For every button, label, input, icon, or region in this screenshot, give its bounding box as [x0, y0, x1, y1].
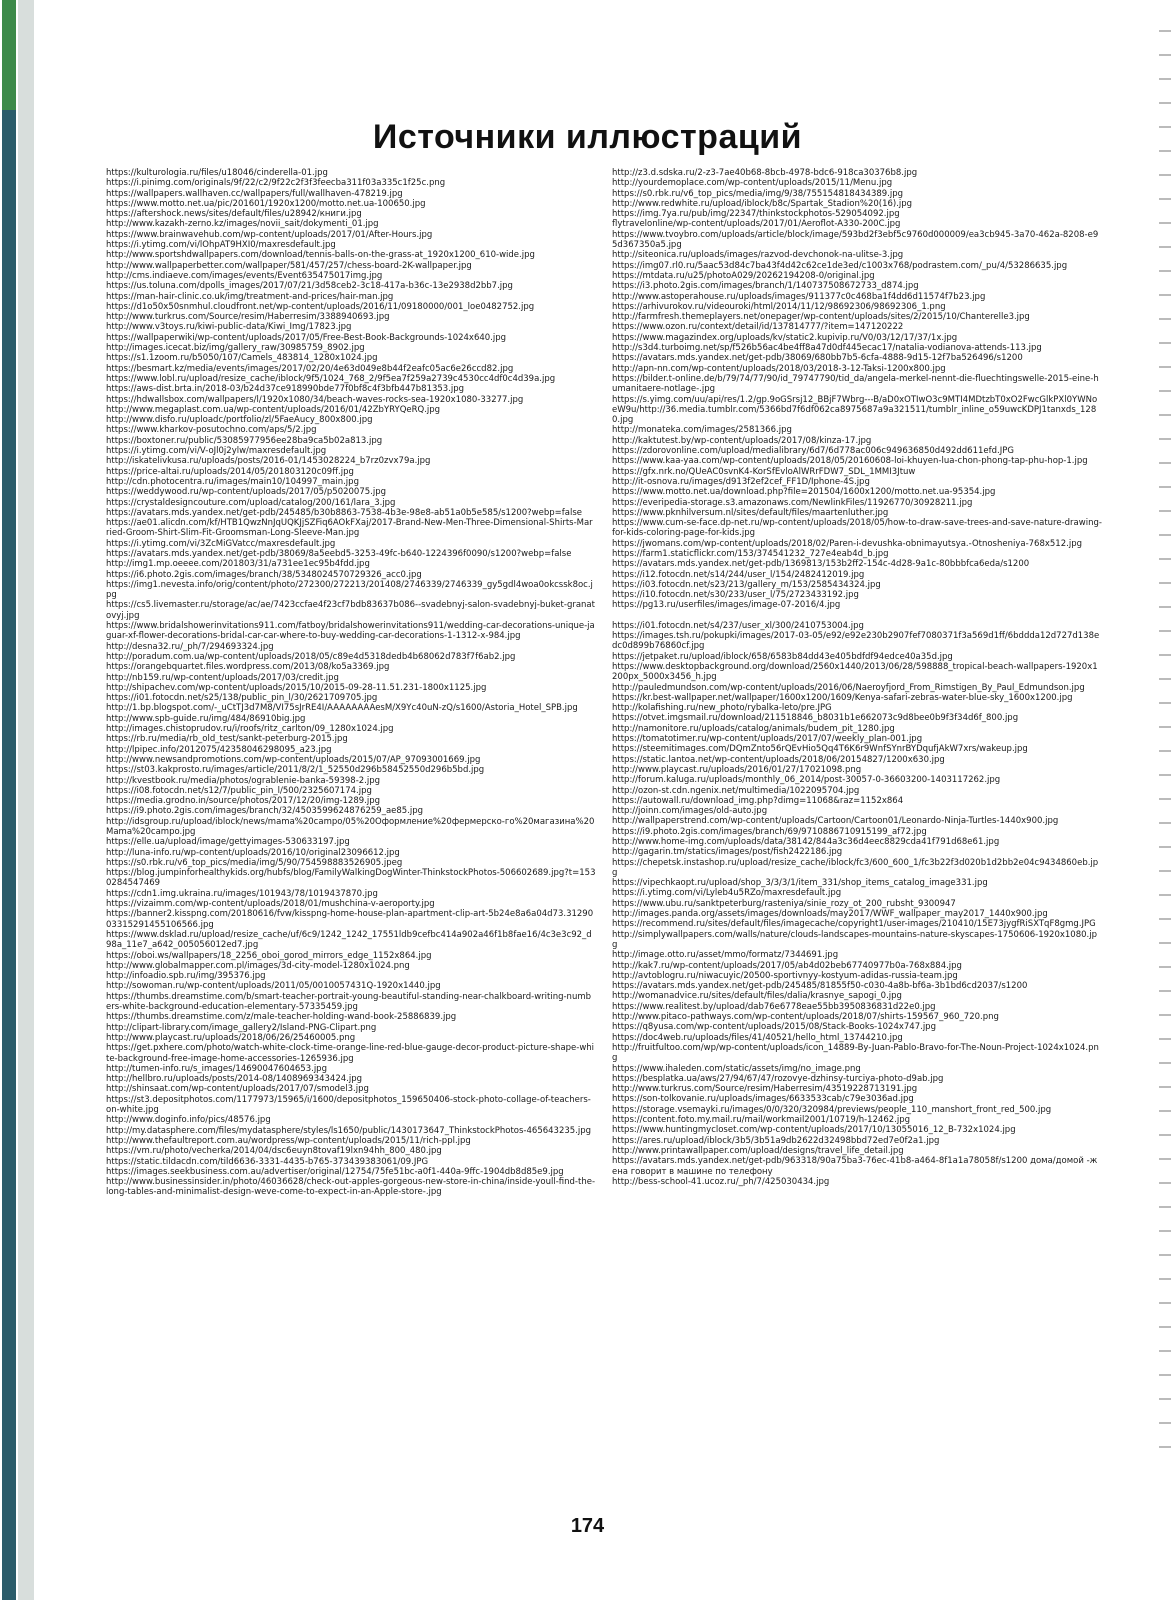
source-link[interactable]: https://www.motto.net.ua/download.php?file=201504/1600x1200/motto.net.ua-95354.jpg	[612, 487, 996, 498]
source-link[interactable]: https://jwomans.com/wp-content/uploads/2018/02/Paren-i-devushka-obnimayutsya.-Otnosheniya-768x512.jpg	[612, 538, 1082, 549]
source-link[interactable]: http://lpipec.info/2012075/42358046298095_a23.jpg	[106, 744, 332, 755]
source-link[interactable]: https://s0.rbk.ru/v6_top_pics/media/img/5/90/754598883526905.jpeg	[106, 857, 403, 868]
source-link[interactable]: http://shipachev.com/wp-content/uploads/2015/10/2015-09-28-11.51.231-1800x1125.jpg	[106, 682, 487, 693]
spine-accent-band	[2, 0, 16, 110]
source-link[interactable]: http://www.playcast.ru/uploads/2016/01/27/17021098.png	[612, 764, 862, 775]
source-link[interactable]: http://clipart-library.com/image_gallery2/Island-PNG-Clipart.png	[106, 1022, 377, 1033]
source-link[interactable]: http://namonitore.ru/uploads/catalog/animals/budem_pit_1280.jpg	[612, 723, 895, 734]
source-link[interactable]: http://images.chistoprudov.ru/i/roofs/ritz_carlton/09_1280x1024.jpg	[106, 724, 394, 735]
edge-tab-mark	[1159, 222, 1171, 224]
edge-tab-mark	[1159, 54, 1171, 56]
source-link[interactable]: http://www.disfo.ru/uploadc/portfolio/zl/5FaeAucy_800x800.jpg	[106, 415, 373, 426]
source-link[interactable]: https://steemitimages.com/DQmZnto56rQEvHio5Qq4T6K6r9WnfSYnrBYDqufjAkW7xrs/wakeup.jpg	[612, 744, 1028, 755]
source-link[interactable]: https://s.yimg.com/uu/api/res/1.2/gp.9oGSrsj12_BBjF7Wbrg---B/aD0xOTIwO3c9MTI4MDtzbT0xO2FwcGlkPXl0YWNoeW9u/http://36.media.tumblr.com/5366bd7f6df062ca8975687a9a321511/tumblr_inline_o59uwcKDPJ1tanxds_1280.jpg	[612, 394, 1098, 426]
source-link[interactable]: https://ae01.alicdn.com/kf/HTB1QwzNnJqUQKJjSZFiq6AOkFXaj/2017-Brand-New-Men-Three-Dimensional-Shirts-Married-Groom-Shirt-Slim-Fit-Groomsman-Long-Sleeve-Man.jpg	[106, 518, 593, 539]
source-link[interactable]: http://kvestbook.ru/media/photos/ograblenie-banka-59398-2.jpg	[106, 775, 381, 786]
source-link[interactable]: http://www.megaplast.com.ua/wp-content/uploads/2016/01/42ZbYRYQeRQ.jpg	[106, 404, 441, 415]
edge-tab-mark	[1159, 1326, 1171, 1328]
source-link[interactable]: http://iskatelivkusa.ru/uploads/posts/2016-01/1453028224_b7rz0zvx79a.jpg	[106, 456, 431, 467]
source-link[interactable]: https://avatars.mds.yandex.net/get-pdb/38069/8a5eebd5-3253-49fc-b640-1224396f0090/s1200?webp=false	[106, 548, 572, 559]
source-link[interactable]: https://thumbs.dreamstime.com/b/smart-teacher-portrait-young-beautiful-standing-near-chalkboard-writing-numbers-white-background-education-elementary-57335459.jpg	[106, 991, 592, 1013]
source-link[interactable]: https://pg13.ru/userfiles/images/image-07-2016/4.jpg	[612, 600, 841, 611]
edge-tab-mark	[1159, 606, 1171, 608]
source-link[interactable]: http://cdn.photocentra.ru/images/main10/104997_main.jpg	[106, 476, 359, 487]
source-link[interactable]: https://besplatka.ua/aws/27/94/67/47/rozovye-dzhinsy-turciya-photo-d9ab.jpg	[612, 1073, 944, 1084]
source-link[interactable]: http://www.doginfo.info/pics/48576.jpg	[106, 1115, 271, 1126]
edge-tab-mark	[1159, 582, 1171, 584]
source-link[interactable]: https://img.7ya.ru/pub/img/22347/thinkstockphotos-529054092.jpg	[612, 209, 900, 220]
source-link[interactable]: http://www.globalmapper.com.pl/images/3d-city-model-1280x1024.png	[106, 960, 410, 971]
edge-tab-mark	[1159, 846, 1171, 848]
edge-tab-mark	[1159, 438, 1171, 440]
page-spine-edge	[0, 0, 38, 1600]
source-link[interactable]: https://i.ytimg.com/vi/V-oJl0j2ylw/maxresdefault.jpg	[106, 446, 327, 457]
source-link[interactable]: http://www.pitaco-pathways.com/wp-content/uploads/2018/07/shirts-159567_960_720.png	[612, 1012, 999, 1023]
source-link[interactable]: http://kaktutest.by/wp-content/uploads/2017/08/kinza-17.jpg	[612, 435, 872, 446]
source-link[interactable]: https://us.toluna.com/dpolls_images/2017/07/21/3d58ceb2-3c18-417a-b36c-13e2938d2bb7.jpg	[106, 281, 513, 292]
source-link[interactable]: http://bess-school-41.ucoz.ru/_ph/7/425030434.jpg	[612, 1176, 830, 1187]
edge-tab-mark	[1159, 942, 1171, 944]
edge-tab-mark	[1159, 414, 1171, 416]
edge-tab-mark	[1159, 630, 1171, 632]
source-link[interactable]: https://ares.ru/upload/iblock/3b5/3b51a9db2622d32498bbd72ed7e0f2a1.jpg	[612, 1135, 940, 1146]
edge-tab-mark	[1159, 774, 1171, 776]
source-link[interactable]: http://farmfresh.themeplayers.net/onepager/wp-content/uploads/sites/2/2015/10/Chanterelle3.jpg	[612, 312, 1030, 323]
source-link[interactable]: https://www.ihaleden.com/static/assets/img/no_image.png	[612, 1063, 861, 1074]
source-link[interactable]: http://www.printawallpaper.com/upload/designs/travel_life_detail.jpg	[612, 1145, 904, 1156]
source-link[interactable]: https://www.magazindex.org/uploads/kv/static2.kupivip.ru/V0/03/12/17/37/1x.jpg	[612, 332, 958, 343]
source-link[interactable]: https://www.ubu.ru/sanktpeterburg/rasteniya/sinie_rozy_ot_200_rubsht_9300947	[612, 898, 956, 909]
source-link[interactable]: https://rb.ru/media/rb_old_test/sankt-peterburg-2015.jpg	[106, 734, 348, 745]
source-link[interactable]: https://mtdata.ru/u25/photoA029/20262194208-0/original.jpg	[612, 270, 875, 281]
source-link[interactable]: http://www.newsandpromotions.com/wp-content/uploads/2015/07/AP_97093001669.jpg	[106, 754, 481, 765]
source-link[interactable]: https://i.ytimg.com/vi/Lyleb4u5RZo/maxresdefault.jpg	[612, 888, 842, 899]
edge-tab-mark	[1159, 1374, 1171, 1376]
source-link[interactable]: https://i08.fotocdn.net/s12/7/public_pin_l/500/2325607174.jpg	[106, 785, 372, 796]
source-link[interactable]: https://man-hair-clinic.co.uk/img/treatment-and-prices/hair-man.jpg	[106, 291, 394, 302]
source-link[interactable]: https://www.brainwavehub.com/wp-content/uploads/2017/01/After-Hours.jpg	[106, 229, 433, 240]
source-link[interactable]: http://sowoman.ru/wp-content/uploads/2011/05/0010057431Q-1920x1440.jpg	[106, 981, 441, 992]
source-link[interactable]: https://i3.photo.2gis.com/images/branch/1/140737508672733_d874.jpg	[612, 281, 919, 292]
source-link[interactable]: https://weddywood.ru/wp-content/uploads/2017/05/p5020075.jpg	[106, 487, 387, 498]
edge-tab-mark	[1159, 102, 1171, 104]
edge-tab-mark	[1159, 870, 1171, 872]
source-link[interactable]: https://static.lantoa.net/wp-content/uploads/2018/06/20154827/1200x630.jpg	[612, 754, 945, 765]
source-link[interactable]: https://www.bridalshowerinvitations911.com/fatboy/bridalshowerinvitations911/wedding-car-decorations-unique-jaguar-xf-flower-decorations-bridal-car-car-where-to-buy-wedding-car-decorations-1-1312-x-984.jpg	[106, 621, 595, 642]
page-title: Источники иллюстраций	[372, 117, 803, 156]
edge-tab-mark	[1159, 678, 1171, 680]
source-link[interactable]: https://i9.photo.2gis.com/images/branch/69/9710886710915199_af72.jpg	[612, 826, 927, 837]
source-link[interactable]: http://www.turkrus.com/Source/resim/Haberresim/3388940693.jpg	[106, 312, 390, 323]
source-link[interactable]: https://price-altai.ru/uploads/2014/05/201803120c09ff.jpg	[106, 466, 354, 477]
sources-left-column	[106, 168, 596, 1198]
edge-tab-mark	[1159, 894, 1171, 896]
source-link[interactable]: https://q8yusa.com/wp-content/uploads/2015/08/Stack-Books-1024x747.jpg	[612, 1022, 936, 1033]
source-link[interactable]: https://aftershock.news/sites/default/files/u28942/книги.jpg	[106, 209, 362, 220]
source-link[interactable]: https://oboi.ws/wallpapers/18_2256_oboi_gorod_mirrors_edge_1152x864.jpg	[106, 950, 432, 961]
source-link[interactable]: https://i.pinimg.com/originals/9f/22/c2/9f22c2f3f3feecba311f03a335c1f25c.png	[106, 178, 446, 189]
source-link[interactable]: https://www.pknhilversum.nl/sites/default/files/maartenluther.jpg	[612, 507, 889, 518]
source-link[interactable]: http://siteonica.ru/uploads/images/razvod-devchonok-na-ulitse-3.jpg	[612, 250, 904, 261]
page-edge-tabs	[1153, 30, 1175, 1510]
source-link[interactable]: http://www.kazakh-zerno.kz/images/novii_sait/dokymenti_01.jpg	[106, 219, 379, 230]
source-link[interactable]: https://img07.rl0.ru/5aac53d84c7ba43f4d42c62ce1de3ed/c1003x768/podrastem.com/_pu/4/53286635.jpg	[612, 260, 1068, 271]
source-link[interactable]: https://doc4web.ru/uploads/files/41/40521/hello_html_13744210.jpg	[612, 1032, 903, 1043]
source-link[interactable]: http://luna-info.ru/wp-content/uploads/2016/10/original23096612.jpg	[106, 847, 400, 858]
source-link[interactable]: https://i9.photo.2gis.com/images/branch/32/4503599624876259_ae85.jpg	[106, 806, 424, 817]
edge-tab-mark	[1159, 1278, 1171, 1280]
source-link[interactable]: https://zdorovonline.com/upload/medialibrary/6d7/6d778ac006c949636850d492dd611efd.JPG	[612, 446, 1014, 457]
source-link[interactable]: http://simplywallpapers.com/walls/nature/clouds-landscapes-mountains-nature-skyscapes-1750606-1920x1080.jpg	[612, 929, 1097, 950]
source-link[interactable]: https://www.huntingmycloset.com/wp-content/uploads/2017/10/13055016_12_B-732x1024.jpg	[612, 1125, 1016, 1136]
source-link[interactable]: http://my.datasphere.com/files/mydatasphere/styles/ls1650/public/1430173647_ThinkstockPhotos-465643235.jpg	[106, 1125, 592, 1136]
edge-tab-mark	[1159, 534, 1171, 536]
edge-tab-mark	[1159, 342, 1171, 344]
source-link[interactable]: https://cs5.livemaster.ru/storage/ac/ae/7423ccfae4f23cf7bdb83637b086--svadebnyj-salon-svadebnyj-buket-granatovyj.jpg	[106, 600, 595, 621]
source-link[interactable]: https://www.lobl.ru/upload/resize_cache/iblock/9f5/1024_768_2/9f5ea7f259a2739c4530cc4df0c4d39a.jpg	[106, 373, 556, 384]
edge-tab-mark	[1159, 726, 1171, 728]
edge-tab-mark	[1159, 1134, 1171, 1136]
source-link[interactable]: https://gfx.nrk.no/QUeAC0svnK4-KorSfEvloAlWRrFDW7_SDL_1MMI3Jtuw	[612, 466, 916, 477]
source-link[interactable]: https://i10.fotocdn.net/s30/233/user_l/75/2723433192.jpg	[612, 590, 859, 601]
source-link[interactable]: http://it-osnova.ru/images/d913f2ef2cef_FF1D/Iphone-4S.jpg	[612, 476, 870, 487]
source-link[interactable]: http://www.wallpaperbetter.com/wallpaper/581/457/257/chess-board-2K-wallpaper.jpg	[106, 260, 472, 271]
source-link[interactable]: http://www.v3toys.ru/kiwi-public-data/Kiwi_Img/17823.jpg	[106, 322, 352, 333]
source-link[interactable]: https://hdwallsbox.com/wallpapers/l/1920x1080/34/beach-waves-rocks-sea-1920x1080-33277.jpg	[106, 394, 524, 405]
edge-tab-mark	[1159, 1350, 1171, 1352]
edge-tab-mark	[1159, 1398, 1171, 1400]
source-link[interactable]: https://vizaimm.com/wp-content/uploads/2018/01/mushchina-v-aeroporty.jpg	[106, 899, 435, 910]
edge-tab-mark	[1159, 366, 1171, 368]
source-link[interactable]: http://avtoblogru.ru/niwacuyic/20500-sportivnyy-kostyum-adidas-russia-team.jpg	[612, 970, 958, 981]
source-link[interactable]: https://st03.kakprosto.ru/images/article/2011/8/2/1_52550d296b58452550d296b5bd.jpg	[106, 765, 485, 776]
source-link[interactable]: https://i01.fotocdn.net/s25/138/public_pin_l/30/2621709705.jpg	[106, 693, 378, 704]
source-link[interactable]: http://womanadvice.ru/sites/default/files/dalia/krasnye_sapogi_0.jpg	[612, 991, 902, 1002]
source-link[interactable]: http://nb159.ru/wp-content/uploads/2017/03/credit.jpg	[106, 672, 339, 683]
source-link[interactable]: https://www.cum-se-face.dp-net.ru/wp-content/uploads/2018/05/how-to-draw-save-trees-and-save-nature-drawing-for-kids-coloring-page-for-kids.jpg	[612, 518, 1102, 539]
source-link[interactable]: https://www.kaa-yaa.com/wp-content/uploads/2018/05/20160608-loi-khuyen-lua-chon-phong-tap-phu-hop-1.jpg	[612, 456, 1088, 467]
source-link[interactable]: https://www.tvoybro.com/uploads/article/block/image/593bd2f3ebf5c9760d000009/ea3cb945-3a70-462a-8208-e95d367350a5.jpg	[612, 229, 1099, 251]
source-link[interactable]: https://i01.fotocdn.net/s4/237/user_xl/300/2410753004.jpg	[612, 620, 864, 631]
edge-tab-mark	[1159, 30, 1171, 32]
source-link[interactable]: https://www.realitest.by/upload/dab76e6778eae55bb3950836831d22e0.jpg	[612, 1001, 936, 1012]
source-link[interactable]: http://images.icecat.biz/img/gallery_raw/30985759_8902.jpg	[106, 343, 365, 354]
source-link[interactable]: http://shinsaat.com/wp-content/uploads/2017/07/smodel3.jpg	[106, 1084, 369, 1095]
source-link[interactable]: https://crystaldesigncouture.com/upload/catalog/200/161/lara_3.jpg	[106, 497, 396, 508]
source-link[interactable]: https://blog.jumpinforhealthykids.org/hubfs/blog/FamilyWalkingDogWinter-ThinkstockPhotos-506602689.jpg?t=1530284547469	[106, 868, 596, 889]
source-link[interactable]: https://img1.nevesta.info/orig/content/photo/272300/272213/201408/2746339/2746339_gy5gdl4woa0okcssk8oc.jpg	[106, 579, 593, 601]
edge-tab-mark	[1159, 246, 1171, 248]
source-link[interactable]: http://kolafishing.ru/new_photo/rybalka-leto/pre.JPG	[612, 703, 832, 714]
edge-tab-mark	[1159, 1110, 1171, 1112]
source-link[interactable]: https://d1o50x50snmhul.cloudfront.net/wp-content/uploads/2016/11/09180000/001_loe0482752.jpg	[106, 301, 535, 312]
source-link[interactable]: http://fruitfultoo.com/wp/wp-content/uploads/icon_14889-By-Juan-Pablo-Bravo-for-The-Noun-Project-1024x1024.png	[612, 1042, 1099, 1064]
source-link[interactable]: https://aws-dist.brta.in/2018-03/b24d37ce918990bde77f0bf8c4f3bfb447b81353.jpg	[106, 384, 465, 395]
source-link[interactable]: https://autowall.ru/download_img.php?dimg=11068&raz=1152x864	[612, 795, 904, 806]
source-link[interactable]: https://wallpapers.wallhaven.cc/wallpapers/full/wallhaven-478219.jpg	[106, 188, 403, 199]
edge-tab-mark	[1159, 1254, 1171, 1256]
source-link[interactable]: http://idsgroup.ru/upload/iblock/news/mama%20campo/05%20Оформление%20фермерско-го%20магазина%20Mama%20campo.jpg	[106, 816, 595, 837]
source-link[interactable]: https://cdn1.img.ukraina.ru/images/101943/78/1019437870.jpg	[106, 888, 378, 899]
source-link[interactable]: https://i6.photo.2gis.com/images/branch/38/5348024570729326_acc0.jpg	[106, 569, 422, 580]
source-link[interactable]: https://i03.fotocdn.net/s23/213/gallery_m/153/2585434324.jpg	[612, 579, 881, 590]
edge-tab-mark	[1159, 654, 1171, 656]
source-link[interactable]: http://pauledmundson.com/wp-content/uploads/2016/06/Naeroyfjord_From_Rimstigen_By_Paul_Edmundson.jpg	[612, 682, 1085, 693]
spine-dark-band	[2, 0, 16, 1600]
source-link[interactable]: https://thumbs.dreamstime.com/z/male-teacher-holding-wand-book-25886839.jpg	[106, 1012, 457, 1023]
source-link[interactable]: http://www.astoperahouse.ru/uploads/images/911377c0c468ba1f4dd6d11574f7b23.jpg	[612, 291, 986, 302]
source-link[interactable]: https://vm.ru/photo/vecherka/2014/04/dsc6euyn8tovaf19lxn94hh_800_480.jpg	[106, 1146, 442, 1157]
source-link[interactable]: https://banner2.kisspng.com/20180616/fvw/kisspng-home-house-plan-apartment-clip-art-5b24e8a6a04d73.3129003315291455106566.jpg	[106, 909, 594, 930]
sources-right-column	[612, 168, 1102, 1187]
source-link[interactable]: http://joinn.com/images/old-auto.jpg	[612, 806, 768, 817]
source-link[interactable]: http://forum.kaluga.ru/uploads/monthly_06_2014/post-30057-0-36603200-1403117262.jpg	[612, 775, 1001, 786]
source-link[interactable]: http://www.businessinsider.in/photo/46036628/check-out-apples-gorgeous-new-store-in-china/inside-youll-find-the-long-tables-and-minimalist-design-weve-come-to-expect-in-an-Apple-store-.jpg	[106, 1177, 596, 1198]
source-link[interactable]: https://s1.1zoom.ru/b5050/107/Camels_483814_1280x1024.jpg	[106, 353, 378, 364]
source-link[interactable]: http://images.panda.org/assets/images/downloads/may2017/WWF_wallpaper_may2017_1440x900.jpg	[612, 909, 1048, 920]
source-link[interactable]: http://hellbro.ru/uploads/posts/2014-08/1408969343424.jpg	[106, 1074, 363, 1085]
source-link[interactable]: https://bilder.t-online.de/b/79/74/77/90/id_79747790/tid_da/angela-merkel-nennt-die-fluechtingswelle-2015-eine-humanitaere-notlage-.jpg	[612, 373, 1099, 395]
edge-tab-mark	[1159, 1182, 1171, 1184]
source-link[interactable]: https://images.tsh.ru/pokupki/images/2017-03-05/e92/e92e230b2907fef7080371f3a569d1ff/6bddda12d727d138edc0d899b76860cf.jpg	[612, 631, 1100, 652]
edge-tab-mark	[1159, 990, 1171, 992]
edge-tab-mark	[1159, 1302, 1171, 1304]
source-link[interactable]: https://avatars.mds.yandex.net/get-pdb/1369813/153b2ff2-154c-4d28-9a1c-80bbbfca6eda/s1200	[612, 559, 1030, 570]
source-link[interactable]: https://www.dsklad.ru/upload/resize_cache/uf/6c9/1242_1242_17551ldb9cefbc414a902a46f1b8fae16/4c3e3c92_d98a_11e7_a642_005056012ed7.jpg	[106, 929, 592, 951]
edge-tab-mark	[1159, 966, 1171, 968]
source-link[interactable]: https://jetpaket.ru/upload/iblock/658/6583b84dd43e405bdfdf94edce40a35d.jpg	[612, 651, 953, 662]
source-link[interactable]: http://apn-nn.com/wp-content/uploads/2018/03/2018-3-12-Taksi-1200x800.jpg	[612, 363, 946, 374]
edge-tab-mark	[1159, 174, 1171, 176]
edge-tab-mark	[1159, 270, 1171, 272]
edge-tab-mark	[1159, 1422, 1171, 1424]
edge-tab-mark	[1159, 798, 1171, 800]
edge-tab-mark	[1159, 1230, 1171, 1232]
source-link[interactable]: https://avatars.mds.yandex.net/get-pdb/38069/680bb7b5-6cfa-4888-9d15-12f7ba526496/s1200	[612, 353, 1023, 364]
source-link[interactable]: http://www.turkrus.com/Source/resim/Haberresim/43519228713191.jpg	[612, 1084, 918, 1095]
edge-tab-mark	[1159, 294, 1171, 296]
edge-tab-mark	[1159, 318, 1171, 320]
source-link[interactable]: https://wallpaperwiki/wp-content/uploads/2017/05/Free-Best-Book-Backgrounds-1024x640.jpg	[106, 332, 507, 343]
source-link[interactable]: https://storage.vsemayki.ru/images/0/0/320/320984/previews/people_110_manshort_front_red_500.jpg	[612, 1104, 1052, 1115]
source-link[interactable]: https://get.pxhere.com/photo/watch-white-clock-time-orange-line-red-blue-gauge-decor-product-picture-shape-white-background-free-image-home-accessories-1265936.jpg	[106, 1043, 595, 1064]
edge-tab-mark	[1159, 1038, 1171, 1040]
source-link[interactable]: https://avatars.mds.yandex.net/get-pdb/245485/b30b8863-7538-4b3e-98e8-ab51a0b5e585/s1200?webp=false	[106, 507, 582, 518]
source-link[interactable]: https://farm1.staticflickr.com/153/374541232_727e4eab4d_b.jpg	[612, 548, 889, 559]
source-link[interactable]: https://www.ozon.ru/context/detail/id/137814777/?item=147120222	[612, 322, 904, 333]
edge-tab-mark	[1159, 486, 1171, 488]
source-link[interactable]: https://i.ytimg.com/vi/3ZcMiGVatcc/maxresdefault.jpg	[106, 538, 336, 549]
edge-tab-mark	[1159, 78, 1171, 80]
edge-tab-mark	[1159, 1446, 1171, 1448]
source-link[interactable]: https://elle.ua/upload/image/gettyimages-530633197.jpg	[106, 837, 350, 848]
source-link[interactable]: https://otvet.imgsmail.ru/download/211518846_b8031b1e662073c9d8bee0b9f3f34d6f_800.jpg	[612, 713, 1019, 724]
edge-tab-mark	[1159, 390, 1171, 392]
edge-tab-mark	[1159, 822, 1171, 824]
source-link[interactable]: https://i.ytimg.com/vi/lOhpAT9HXI0/maxresdefault.jpg	[106, 240, 336, 251]
source-link[interactable]: https://content.foto.my.mail.ru/mail/workmail2001/10719/h-12462.jpg	[612, 1115, 911, 1126]
source-link[interactable]: https://www.kharkov-posutochno.com/aps/5/2.jpg	[106, 425, 317, 436]
source-link[interactable]: https://media.grodno.in/source/photos/2017/12/20/img-1289.jpg	[106, 796, 381, 807]
edge-tab-mark	[1159, 510, 1171, 512]
edge-tab-mark	[1159, 1086, 1171, 1088]
source-link[interactable]: https://son-tolkovanie.ru/uploads/images/6633533cab/c79e3036ad.jpg	[612, 1094, 914, 1105]
source-link[interactable]: http://poradum.com.ua/wp-content/uploads/2018/05/c89e4d5318dedb4b68062d783f7f6ab2.jpg	[106, 651, 516, 662]
source-link[interactable]: https://st3.depositphotos.com/1177973/15965/i/1600/depositphotos_159650406-stock-photo-collage-of-teachers-on-white.jpg	[106, 1094, 591, 1116]
source-link[interactable]: http://www.home-img.com/uploads/data/38142/844a3c36d4eec8829cda41f791d68e61.jpg	[612, 837, 1000, 847]
source-link[interactable]: https://tomatotimer.ru/wp-content/uploads/2017/07/weekly_plan-001.jpg	[612, 734, 923, 745]
source-link[interactable]: http://www.sportshdwallpapers.com/download/tennis-balls-on-the-grass-at_1920x1200_610-wide.jpg	[106, 250, 535, 261]
edge-tab-mark	[1159, 1206, 1171, 1208]
source-link[interactable]: https://www.motto.net.ua/pic/201601/1920x1200/motto.net.ua-100650.jpg	[106, 198, 426, 209]
edge-tab-mark	[1159, 750, 1171, 752]
source-link[interactable]: https://recommend.ru/sites/default/files/imagecache/copyright1/user-images/210410/15E73jygfRiSXTqF8gmg.JPG	[612, 919, 1096, 930]
edge-tab-mark	[1159, 198, 1171, 200]
edge-tab-mark	[1159, 1158, 1171, 1160]
source-link[interactable]: http://ozon-st.cdn.ngenix.net/multimedia/1022095704.jpg	[612, 785, 860, 796]
edge-tab-mark	[1159, 918, 1171, 920]
edge-tab-mark	[1159, 1014, 1171, 1016]
source-link[interactable]: https://boxtoner.ru/public/53085977956ee28ba9ca5b02a813.jpg	[106, 435, 383, 446]
edge-tab-mark	[1159, 462, 1171, 464]
source-link[interactable]: https://kr.best-wallpaper.net/wallpaper/1600x1200/1609/Kenya-safari-zebras-water-blue-sky_1600x1200.jpg	[612, 692, 1073, 703]
source-link[interactable]: https://avatars.mds.yandex.net/get-pdb/245485/81855f50-c030-4a8b-bf6a-3b1bd6cd2037/s1200	[612, 981, 1028, 992]
source-link[interactable]: https://images.seekbusiness.com.au/advertiser/original/12754/75fe51bc-a0f1-440a-9ffc-1904db8d85e9.jpg	[106, 1166, 564, 1177]
source-link[interactable]: http://www.playcast.ru/uploads/2018/06/26/25460005.png	[106, 1032, 356, 1043]
source-link[interactable]: http://monateka.com/images/2581366.jpg	[612, 425, 792, 436]
source-link[interactable]: flytravelonline/wp-content/uploads/2017/01/Aeroflot-A330-200C.jpg	[612, 219, 901, 230]
source-link[interactable]: https://static.tildacdn.com/tild6636-3331-4435-b765-373439383061/09.JPG	[106, 1156, 429, 1167]
source-link[interactable]: http://infoadio.spb.ru/img/395376.jpg	[106, 971, 266, 982]
source-link[interactable]: http://www.spb-guide.ru/img/484/86910big.jpg	[106, 713, 306, 724]
source-link[interactable]: http://cms.indiaeve.com/images/events/Event635475017img.jpg	[106, 270, 383, 281]
edge-tab-mark	[1159, 558, 1171, 560]
edge-tab-mark	[1159, 1062, 1171, 1064]
source-link[interactable]: http://1.bp.blogspot.com/-_uCtTJ3d7M8/VI75sJrRE4I/AAAAAAAAesM/X9Yc40uN-zQ/s1600/Astoria_Hotel_SPB.jpg	[106, 703, 578, 714]
source-link[interactable]: http://kak7.ru/wp-content/uploads/2017/05/ab4d02beb67740977b0a-768x884.jpg	[612, 960, 962, 971]
source-link[interactable]: https://chepetsk.instashop.ru/upload/resize_cache/iblock/fc3/600_600_1/fc3b22f3d020b1d2bb2e04c9434860eb.jpg	[612, 857, 1099, 878]
source-link[interactable]: http://z3.d.sdska.ru/2-z3-7ae40b68-8bcb-4978-bdc6-918ca30376b8.jpg	[612, 168, 918, 178]
source-link[interactable]: http://www.redwhite.ru/upload/iblock/b8c/Spartak_Stadion%20(16).jpg	[612, 198, 913, 209]
edge-tab-mark	[1159, 702, 1171, 704]
source-link[interactable]: http://yourdemoplace.com/wp-content/uploads/2015/11/Menu.jpg	[612, 178, 893, 189]
source-link[interactable]: http://s3d4.turboimg.net/sp/f526b56ac4be4ff8a47d0df445ecac17/natalia-vodianova-attends-113.jpg	[612, 343, 1042, 354]
source-link[interactable]: http://tumen-info.ru/s_images/14690047604653.jpg	[106, 1063, 327, 1074]
source-link[interactable]: http://image.otto.ru/asset/mmo/formatz/7344691.jpg	[612, 950, 839, 961]
source-link[interactable]: https://arhivurokov.ru/videouroki/html/2014/11/12/98692306/98692306_1.png	[612, 301, 946, 312]
source-link[interactable]: http://desna32.ru/_ph/7/294693324.jpg	[106, 641, 274, 652]
source-link[interactable]: http://wallpaperstrend.com/wp-content/uploads/Cartoon/Cartoon01/Leonardo-Ninja-Turtles-1440x900.jpg	[612, 816, 1059, 827]
source-link[interactable]: https://www.desktopbackground.org/download/2560x1440/2013/06/28/598888_tropical-beach-wallpapers-1920x1200px_5000x3456_h.jpg	[612, 661, 1098, 683]
source-link[interactable]: https://kulturologia.ru/files/u18046/cinderella-01.jpg	[106, 168, 328, 178]
source-link[interactable]: http://gagarin.tm/statics/images/post/fish2422186.jpg	[612, 847, 843, 858]
source-link[interactable]: http://www.thefaultreport.com.au/wordpress/wp-content/uploads/2015/11/rich-ppl.jpg	[106, 1135, 471, 1146]
source-link[interactable]: https://orangebquartet.files.wordpress.com/2013/08/ko5a3369.jpg	[106, 662, 390, 673]
source-link[interactable]: https://vipechkaopt.ru/upload/shop_3/3/3/1/item_331/shop_items_catalog_image331.jpg	[612, 878, 988, 889]
source-link[interactable]: http://img1.mp.oeeee.com/201803/31/a731ee1ec95b4fdd.jpg	[106, 559, 370, 570]
source-link[interactable]: https://i12.fotocdn.net/s14/244/user_l/154/2482412019.jpg	[612, 569, 865, 580]
page-number: 174	[570, 1515, 605, 1537]
spine-light-band	[18, 0, 34, 1600]
source-link[interactable]: https://avatars.mds.yandex.net/get-pdb/963318/90a75ba3-76ec-41b8-a464-8f1a1a78058f/s1200 дома/домой -жена говорит в машине по телефону	[612, 1156, 1098, 1177]
source-link[interactable]: https://besmart.kz/media/events/images/2017/02/20/4e63d049e8b44f2eafc05ac6e26ccd82.jpg	[106, 363, 514, 374]
source-link[interactable]: https://s0.rbk.ru/v6_top_pics/media/img/9/38/755154818434389.jpg	[612, 188, 904, 199]
source-link[interactable]: https://everipedia-storage.s3.amazonaws.com/NewlinkFiles/11926770/30928211.jpg	[612, 497, 973, 508]
